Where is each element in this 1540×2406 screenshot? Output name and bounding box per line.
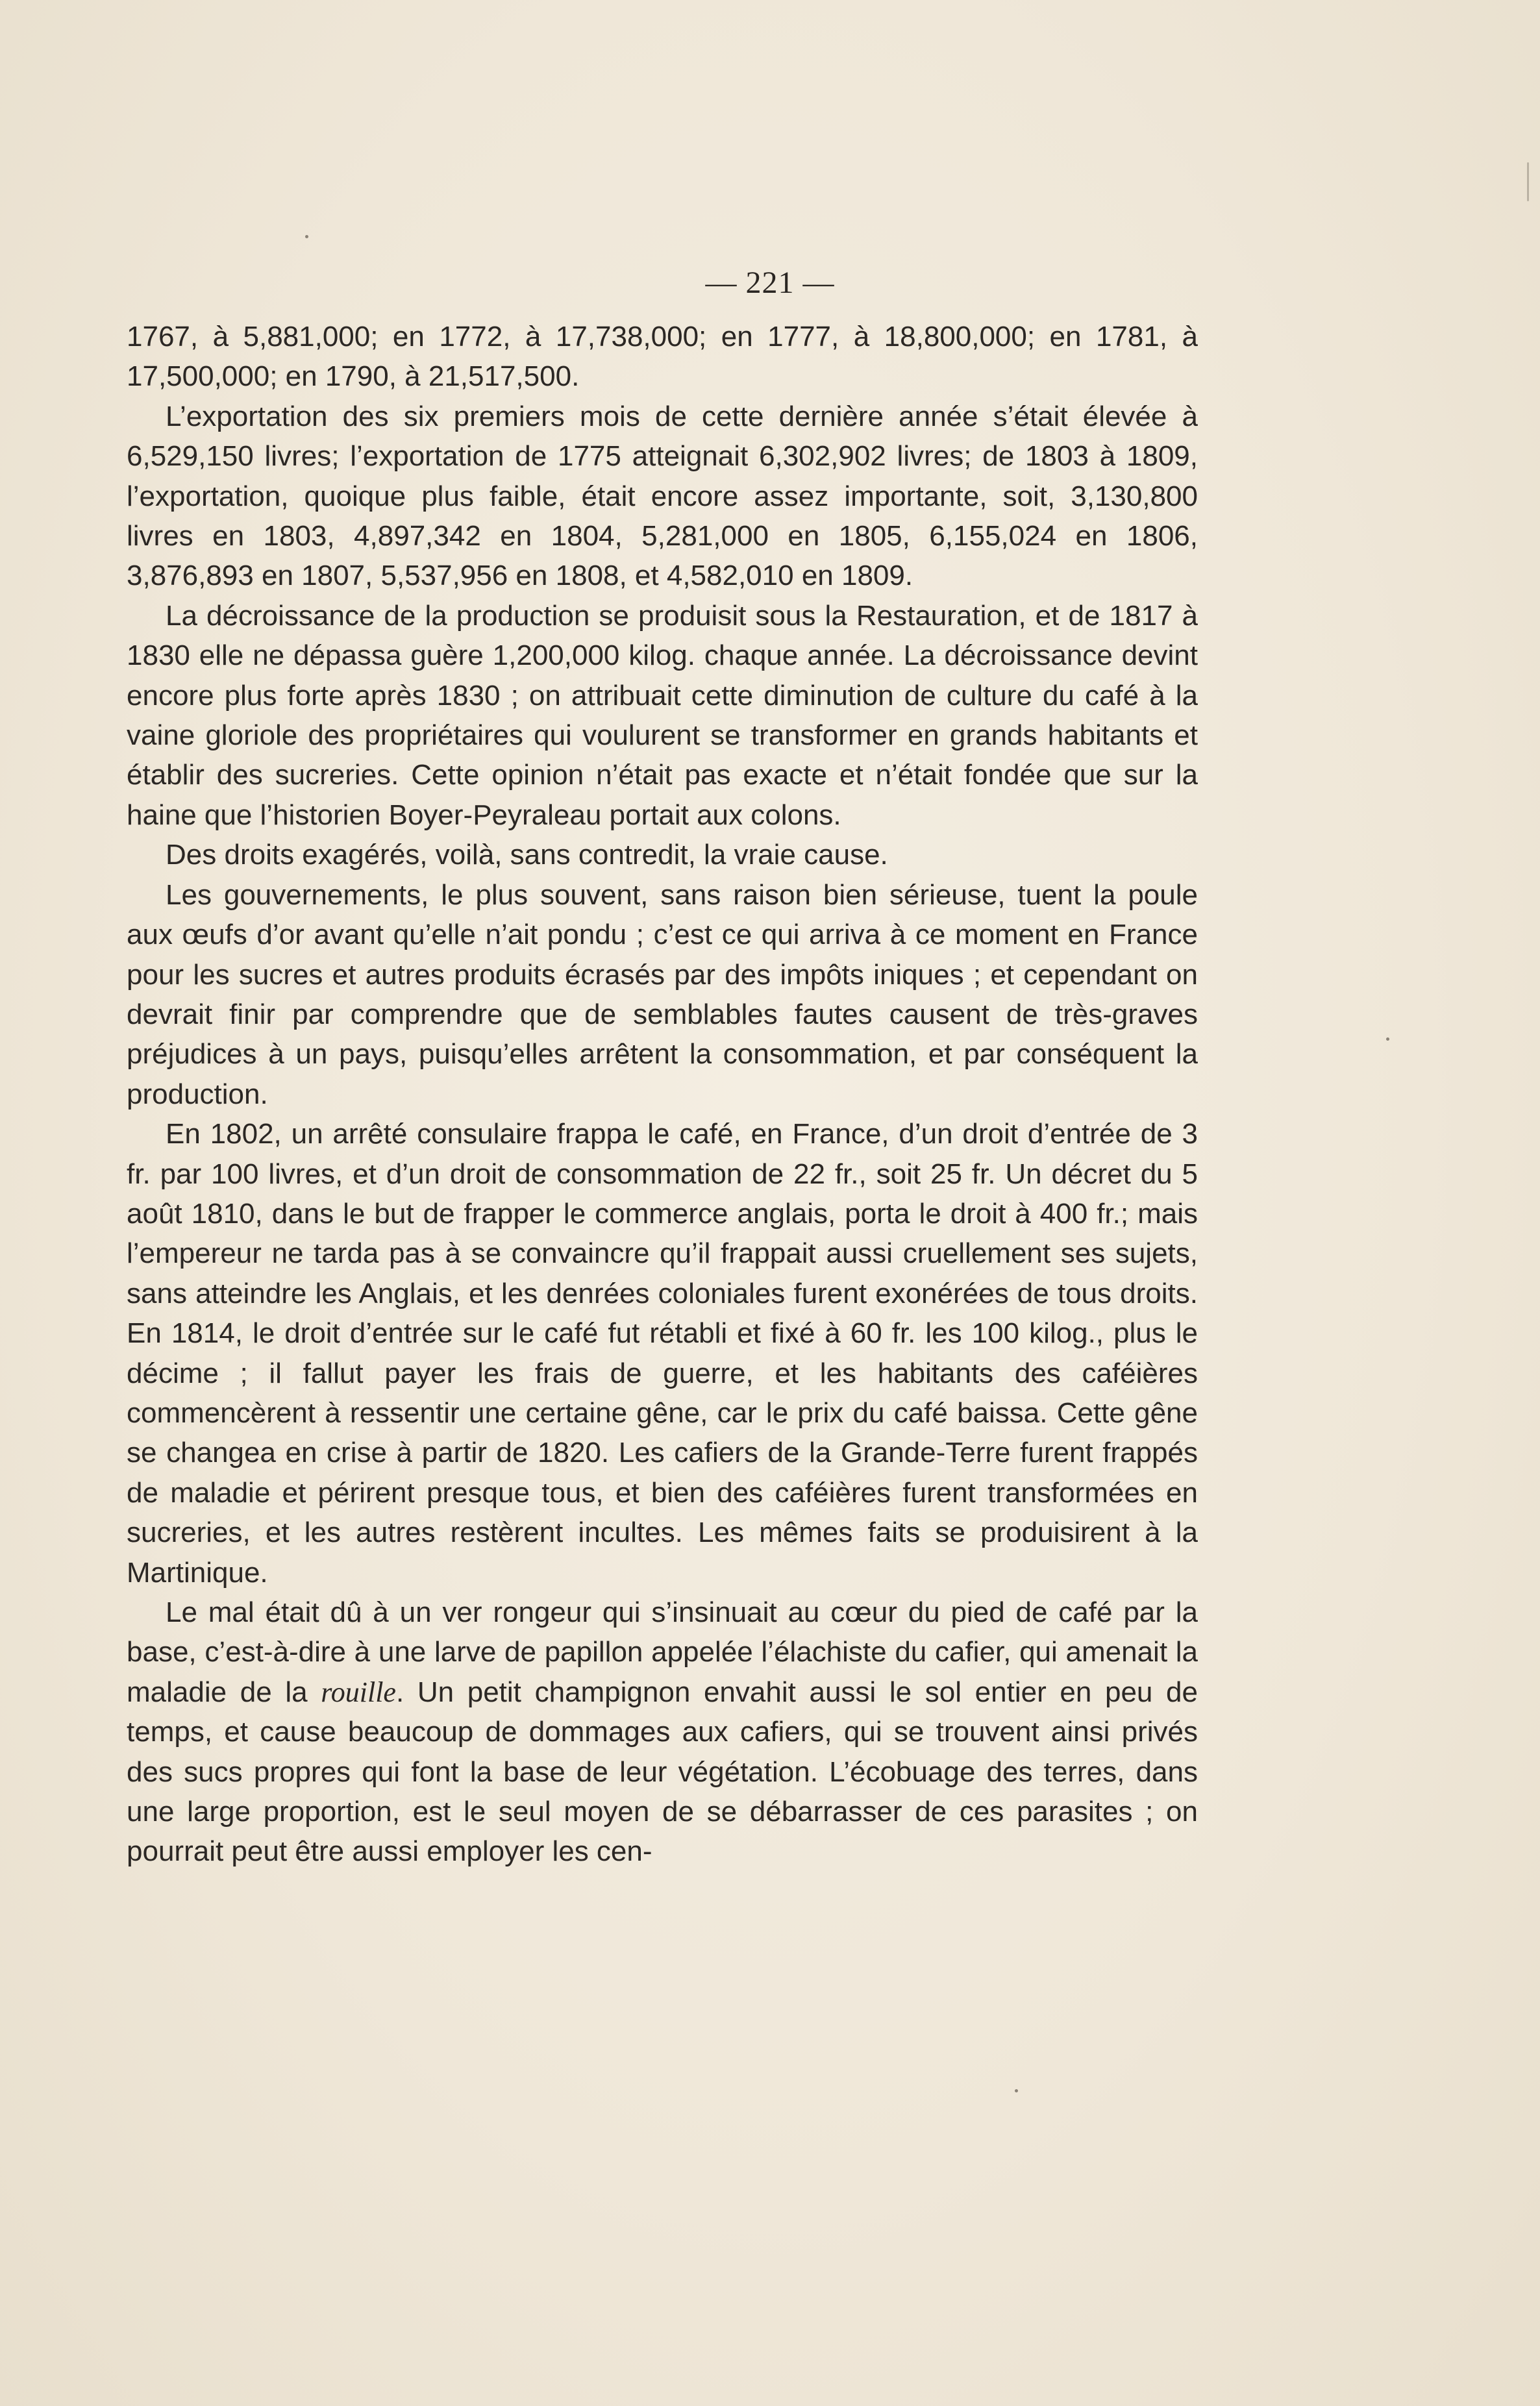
- paragraph-1: 1767, à 5,881,000; en 1772, à 17,738,000; en 1777, à 18,800,000; en 1781, à 17,500,000; en 1790, à 21,517,500.: [127, 321, 1198, 393]
- body-text: [127, 317, 1198, 1872]
- paper-speck: [1015, 2089, 1018, 2092]
- paragraph-7: [127, 1593, 1198, 1872]
- paragraph-7-end: . Un petit champignon envahit aussi le sol entier en peu de temps, et cause beaucoup de dommages aux cafiers, qui se trouvent ainsi privés des sucs propres qui font la base de leur végétation. L’écobuage des terres, dans une large proportion, est le seul moyen de se débarrasser de ces parasites ; on pourrait peut être aussi employer les cen-: [127, 1676, 1198, 1868]
- paragraph-4: Des droits exagérés, voilà, sans contredit, la vraie cause.: [166, 839, 888, 871]
- paper-speck: [305, 235, 308, 238]
- paragraph-2: L’exportation des six premiers mois de cette dernière année s’était élevée à 6,529,150 livres; l’exportation de 1775 atteignait 6,302,902 livres; de 1803 à 1809, l’exportation, quoique plus faible, était encore assez importante, soit, 3,130,800 livres en 1803, 4,897,342 en 1804, 5,281,000 en 1805, 6,155,024 en 1806, 3,876,893 en 1807, 5,537,956 en 1808, et 4,582,010 en 1809.: [127, 400, 1198, 592]
- italic-term-rouille: rouille: [321, 1676, 396, 1708]
- paper-speck: [1527, 162, 1529, 201]
- paragraph-6: En 1802, un arrêté consulaire frappa le café, en France, d’un droit d’entrée de 3 fr. par 100 livres, et d’un droit de consommation de 22 fr., soit 25 fr. Un décret du 5 août 1810, dans le but de frapper le commerce anglais, porta le droit à 400 fr.; mais l’empereur ne tarda pas à se convaincre qu’il frappait aussi cruellement ses sujets, sans atteindre les Anglais, et les denrées coloniales furent exonérées de tous droits. En 1814, le droit d’entrée sur le café fut rétabli et fixé à 60 fr. les 100 kilog., plus le décime ; il fallut payer les frais de guerre, et les habitants des caféières commencèrent à ressentir une certaine gêne, car le prix du café baissa. Cette gêne se changea en crise à partir de 1820. Les cafiers de la Grande-Terre furent frappés de maladie et périrent presque tous, et bien des caféières furent transformées en sucreries, et les autres restèrent incultes. Les mêmes faits se produisirent à la Martinique.: [127, 1118, 1198, 1589]
- paper-speck: [1386, 1037, 1389, 1041]
- page-number: — 221 —: [705, 266, 835, 300]
- paragraph-5: Les gouvernements, le plus souvent, sans raison bien sérieuse, tuent la poule aux œufs d’or avant qu’elle n’ait pondu ; c’est ce qui arriva à ce moment en France pour les sucres et autres produits écrasés par des impôts iniques ; et cependant on devrait finir par comprendre que de semblables fautes causent de très-graves préjudices à un pays, puisqu’elles arrêtent la consommation, et par conséquent la production.: [127, 878, 1198, 1110]
- paragraph-3: La décroissance de la production se produisit sous la Restauration, et de 1817 à 1830 elle ne dépassa guère 1,200,000 kilog. chaque année. La décroissance devint encore plus forte après 1830 ; on attribuait cette diminution de culture du café à la vaine gloriole des propriétaires qui voulurent se transformer en grands habitants et établir des sucreries. Cette opinion n’était pas exacte et n’était fondée que sur la haine que l’historien Boyer-Peyraleau portait aux colons.: [127, 599, 1198, 831]
- paragraph-7-start: Le mal était dû à un ver rongeur qui s’insinuait au cœur du pied de café par la base, c’est-à-dire à une larve de papillon appelée l’élachiste du cafier, qui amenait la maladie de la: [127, 1596, 1198, 1708]
